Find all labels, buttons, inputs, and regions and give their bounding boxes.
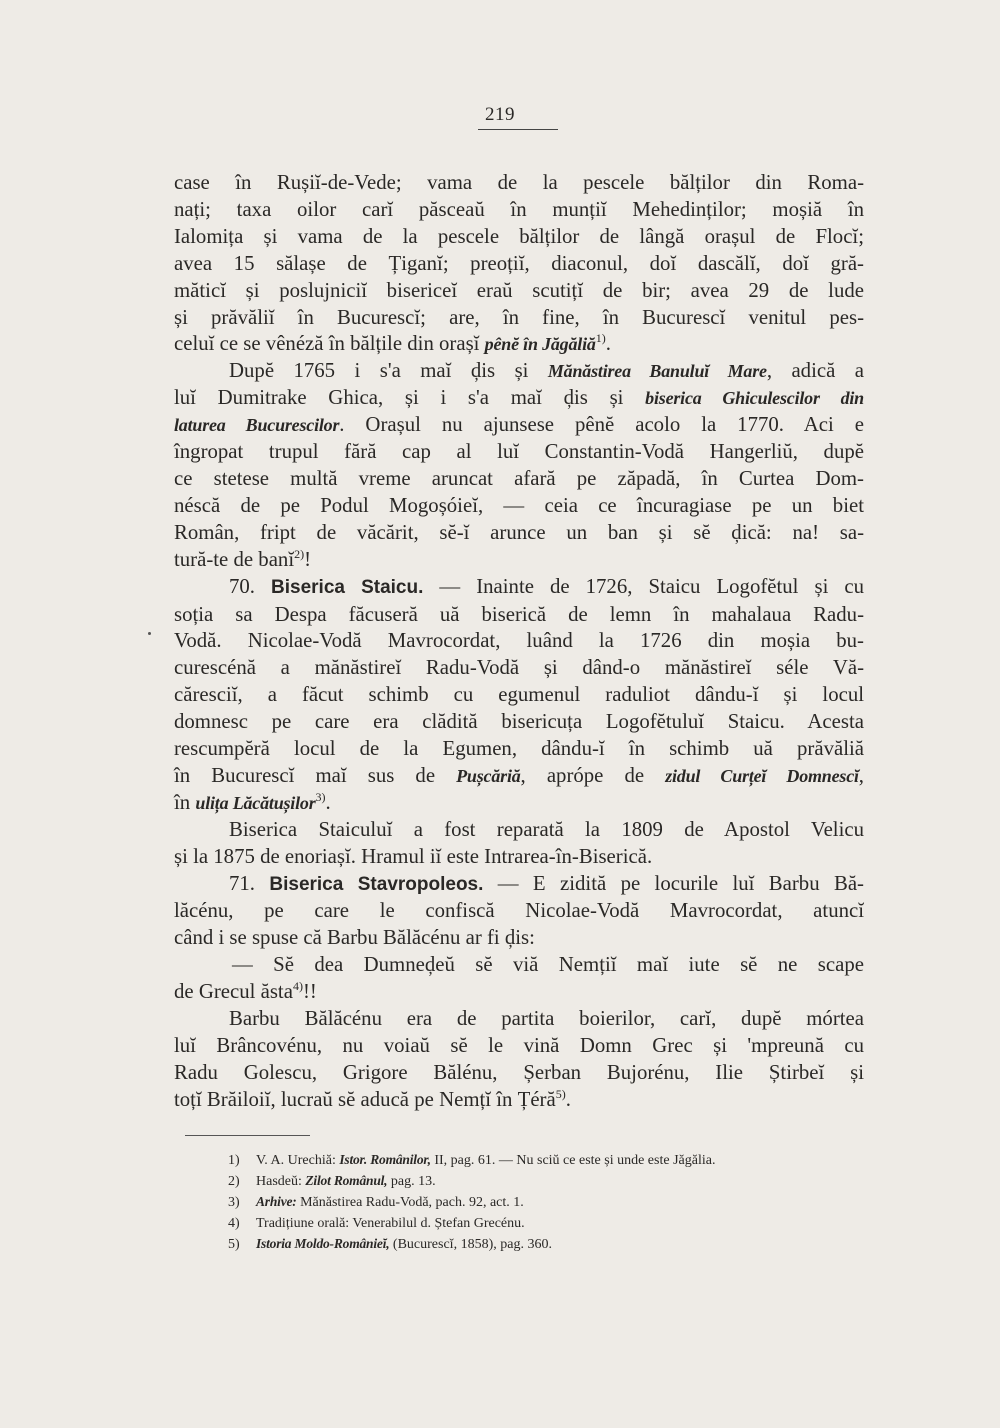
italic-phrase: pênĕ în Jăgăliă — [484, 334, 596, 355]
text-line — [174, 412, 864, 439]
text-line — [174, 979, 864, 1006]
body-text — [174, 170, 864, 1114]
text-line — [174, 1087, 864, 1114]
text-run: . — [605, 332, 611, 356]
text-line: luĭ Brâncovénu, nu voiaŭ sĕ le vină Domn Grec și 'mpreună cu — [174, 1034, 864, 1057]
italic-phrase: Mănăstirea Banuluĭ Mare — [547, 361, 767, 382]
text-run: luĭ Dumitrake Ghica, și i s'a maĭ ḑis și — [174, 386, 646, 410]
text-line: și la 1875 de enoriașĭ. Hramul iĭ este Intrarea-în-Biserică. — [174, 844, 653, 868]
footnote-italic: Istoria Moldo-Românieĭ, — [256, 1236, 390, 1251]
text-run: în Bucurescĭ maĭ sus de — [174, 763, 457, 787]
text-line: Ialomița și vama de la pescele bălților de lângă orașul de Flocĭ; — [174, 224, 864, 248]
text-line — [174, 385, 864, 412]
footnote-italic: Zilot Românul, — [305, 1173, 388, 1188]
text-line — [174, 790, 864, 817]
paragraph-start: Barbu Bălăcénu era de partita boierilor, carĭ, dupĕ mórtea — [229, 1007, 864, 1031]
text-run: , aprópe de — [520, 763, 666, 787]
text-run: . — [325, 790, 331, 814]
text-run: ! — [304, 547, 312, 571]
footnote-ref: 2) — [294, 546, 305, 561]
text-line: ce stetese multă vreme aruncat afară pe zăpadă, în Curtea Dom- — [174, 466, 864, 490]
text-run: tură-te de banĭ — [174, 547, 295, 571]
italic-phrase: ulița Lăcătușilor — [195, 792, 316, 813]
text-line: avea 15 sălașe de Țiganĭ; preoțiĭ, diaconul, doĭ dascălĭ, doĭ gră- — [174, 251, 864, 275]
text-line — [174, 547, 864, 574]
footnote-text: Tradițiune orală: Venerabilul d. Ștefan Grecénu. — [256, 1216, 525, 1231]
footnote-rule — [185, 1135, 310, 1136]
footnote-text: II, pag. 61. — Nu sciŭ ce este și unde este Jăgălia. — [430, 1153, 716, 1168]
section-title: Biserica Stavropoleos. — [269, 873, 484, 895]
text-line: căresciĭ, a făcut schimb cu egumenul raduliot dându-ĭ și locul — [174, 683, 864, 707]
footnote-italic: Arhive: — [256, 1194, 297, 1209]
footnote-2 — [228, 1171, 868, 1192]
italic-phrase: Pușcăriă — [456, 765, 521, 786]
footnote-text: V. A. Urechiă: — [256, 1153, 340, 1168]
footnote-number: 2) — [228, 1174, 240, 1189]
section-heading-line — [174, 574, 864, 602]
italic-phrase: laturea Bucurescilor — [174, 415, 340, 436]
footnote-ref: 4) — [292, 979, 303, 994]
section-number: 71. — [229, 871, 270, 895]
text-line: îngropat trupul fără cap al luĭ Constantin-Vodă Hangerliŭ, dupĕ — [174, 440, 864, 464]
text-run: , adică a — [766, 359, 864, 383]
footnote-3 — [228, 1192, 868, 1213]
footnote-italic: Istor. Românilor, — [339, 1152, 431, 1167]
text-line — [174, 763, 864, 790]
text-run: — E zidită pe locurile luĭ Barbu Bă- — [483, 871, 864, 895]
footnote-text: (Bucurescĭ, 1858), pag. 360. — [389, 1237, 552, 1252]
text-line: Vodă. Nicolae-Vodă Mavrocordat, luând la 1726 din moșia bu- — [174, 629, 864, 653]
text-line: curescénă a mănăstireĭ Radu-Vodă și dând-o mănăstireĭ séle Vă- — [174, 656, 864, 680]
text-line: când i se spuse că Barbu Bălăcénu ar fi ḑis: — [174, 926, 535, 950]
text-run: — Inainte de 1726, Staicu Logofĕtul și cu — [423, 574, 864, 598]
section-title: Biserica Staicu. — [271, 576, 424, 598]
text-line — [174, 331, 864, 358]
page-number-rule — [478, 129, 558, 130]
footnote-number: 4) — [228, 1216, 240, 1231]
text-line: nați; taxa oilor carĭ păsceaŭ în munțiĭ Mehedinților; moșiă în — [174, 197, 864, 221]
margin-mark — [148, 632, 151, 635]
text-run: . Orașul nu ajunsese pênĕ acolo la 1770. Aci e — [339, 413, 864, 437]
paragraph-start — [174, 358, 864, 385]
section-number: 70. — [229, 574, 272, 598]
text-line: măticĭ și poslujniciĭ bisericeĭ eraŭ scutițĭ de bir; avea 29 de lude — [174, 278, 864, 302]
text-run: de Grecul ăsta — [174, 980, 293, 1004]
page-number: 219 — [485, 104, 515, 125]
footnote-number: 5) — [228, 1237, 240, 1252]
text-run: celuĭ ce se vênéză în bălțile din orașĭ — [174, 332, 485, 356]
text-run: !! — [302, 980, 317, 1004]
text-line: Radu Golescu, Grigore Bălénu, Șerban Bujorénu, Ilie Știrbeĭ și — [174, 1060, 864, 1084]
footnote-1 — [228, 1150, 868, 1171]
footnote-4 — [228, 1213, 868, 1234]
text-line: și prăvăliĭ în Bucurescĭ; are, în fine, în Bucurescĭ venitul pes- — [174, 305, 864, 329]
text-line: soția sa Despa făcuseră uă biserică de lemn în mahalaua Radu- — [174, 602, 864, 626]
text-line: lăcénu, pe care le confiscă Nicolae-Vodă Mavrocordat, atuncĭ — [174, 899, 864, 923]
footnote-ref: 5) — [555, 1086, 566, 1101]
footnote-number: 1) — [228, 1153, 240, 1168]
text-line: Român, fript de văcărit, sĕ-ĭ arunce un ban și sĕ ḑică: na! sa- — [174, 520, 864, 544]
footnote-text: Mănăstirea Radu-Vodă, pach. 92, act. 1. — [296, 1195, 524, 1210]
footnote-ref: 1) — [595, 331, 606, 346]
paragraph-start: Biserica Staiculuĭ a fost reparată la 1809 de Apostol Velicu — [229, 817, 864, 841]
footnote-5 — [228, 1234, 868, 1255]
text-run: în — [174, 790, 196, 814]
italic-phrase: biserica Ghiculescilor din — [645, 388, 864, 409]
footnote-number: 3) — [228, 1195, 240, 1210]
dialogue-line: — Sĕ dea Dumneḑeŭ sĕ viă Nemțiĭ maĭ iute sĕ ne scape — [232, 953, 864, 977]
text-run: Dupĕ 1765 i s'a maĭ ḑis și — [229, 359, 548, 383]
footnotes — [228, 1150, 868, 1255]
text-run: . — [565, 1087, 571, 1111]
text-line: case în Rușiĭ-de-Vede; vama de la pescele bălților din Roma- — [174, 171, 864, 194]
footnote-ref: 3) — [315, 789, 326, 804]
italic-phrase: zidul Curțeĭ Domnescĭ — [665, 765, 859, 786]
text-run: , — [858, 763, 864, 787]
footnote-text: pag. 13. — [387, 1174, 436, 1189]
section-heading-line — [174, 871, 864, 899]
text-line: néscă de pe Podul Mogoșóieĭ, — ceia ce încuragiase pe un biet — [174, 493, 864, 517]
text-run: toțĭ Brăiloiĭ, lucraŭ sĕ aducă pe Nemțĭ în Țéră — [174, 1087, 556, 1111]
text-line: domnesc pe care era clădită bisericuța Logofĕtuluĭ Staicu. Acesta — [174, 710, 864, 734]
footnote-text: Hasdeŭ: — [256, 1174, 306, 1189]
text-line: rescumpĕră locul de la Egumen, dându-ĭ în schimb uă prăvăliă — [174, 737, 864, 761]
